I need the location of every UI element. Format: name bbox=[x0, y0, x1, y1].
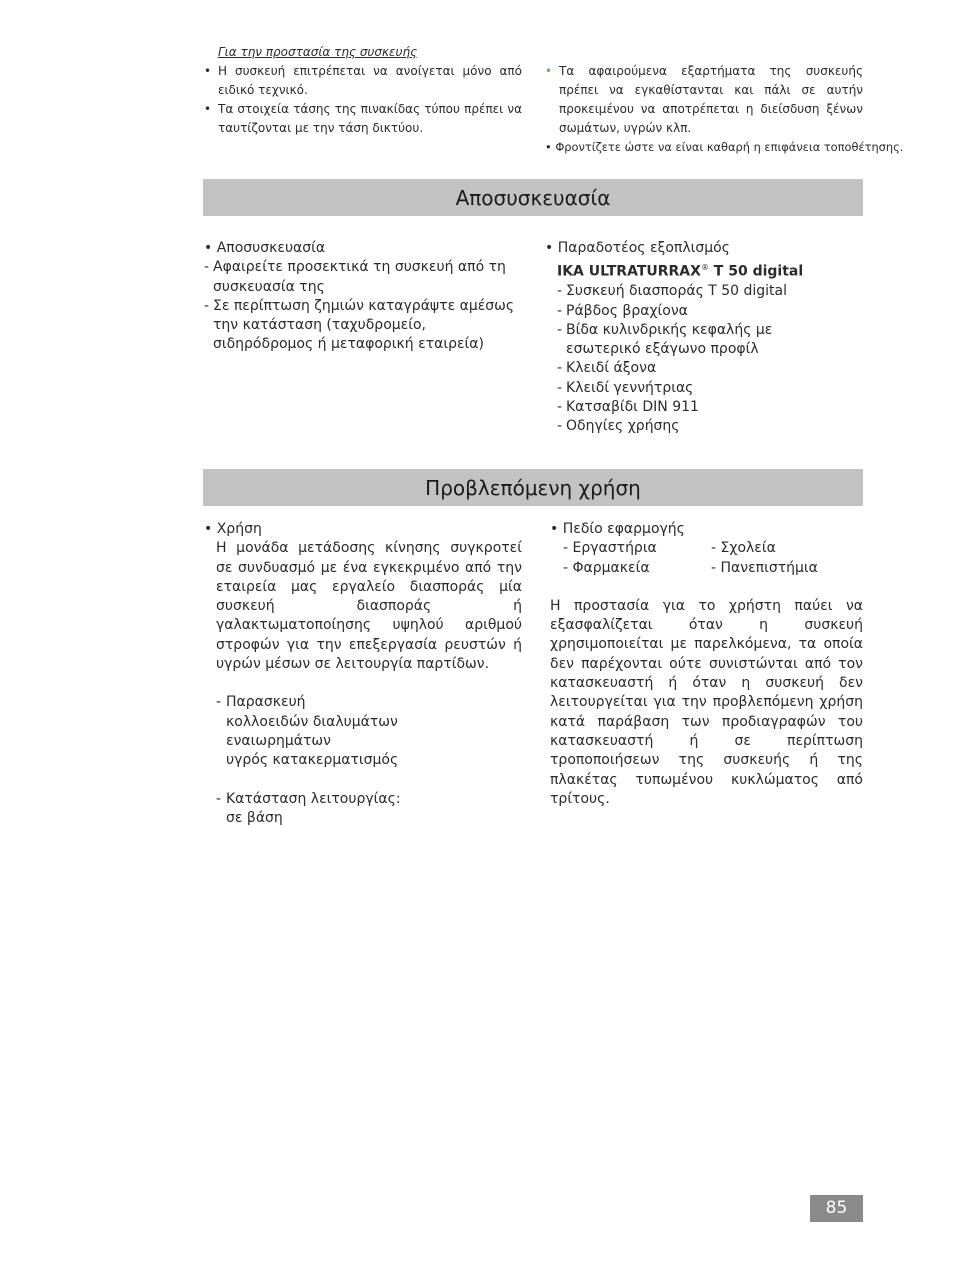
protection-item-text: Τα αφαιρούμενα εξαρτήματα της συσκευής πρέπει να εγκαθίστανται και πάλι σε αυτήν προκειμένου να αποτρέπεται η διείσδυση ξένων σωμάτων, υγρών κλπ. bbox=[559, 64, 863, 135]
unpacking-item-text: Αφαιρείτε προσεκτικά τη συσκευή από τη συσκευασία της bbox=[213, 259, 506, 295]
dash: - bbox=[557, 321, 563, 338]
field-item: - Φαρμακεία bbox=[563, 559, 650, 576]
user-protection-text: Η προστασία για το χρήστη παύει να εξασφαλίζεται όταν η συσκευή χρησιμοποιείται με παρελκόμενα, τα οποία δεν παρέχονται ούτε συνιστώνται από τον κατασκευαστή ή όταν η συσκευή δεν λειτουργείται για την προβλεπόμενη χρήση κατά παράβαση των προδιαγραφών του κατασκευαστή ή σε περίπτωση τροποποιήσεων της συσκευής ή της πλακέτας τυπωμένου κυκλώματος από τρίτους. bbox=[550, 597, 863, 807]
delivery-item: - Οδηγίες χρήσης bbox=[545, 417, 863, 436]
product-name: IKA ULTRATURRAX® T 50 digital bbox=[557, 263, 804, 280]
unpacking-left-item bbox=[204, 297, 522, 355]
delivery-item: - Κλειδί γεννήτριας bbox=[545, 379, 863, 398]
delivery-item: - Κλειδί άξονα bbox=[545, 359, 863, 378]
bullet: • bbox=[204, 102, 212, 116]
unpacking-item-text: Σε περίπτωση ζημιών καταγράψτε αμέσως την κατάσταση (ταχυδρομείο, σιδηρόδρομος ή μεταφορική εταιρεία) bbox=[213, 297, 515, 353]
dash: - bbox=[557, 399, 563, 416]
field-heading: • Πεδίο εφαρμογής bbox=[550, 521, 685, 537]
mode-label: Κατάσταση λειτουργίας: bbox=[226, 790, 401, 807]
delivery-item: - Συσκευή διασποράς T 50 digital bbox=[545, 282, 863, 301]
delivery-item: - Βίδα κυλινδρικής κεφαλής με εσωτερικό εξάγωνο προφίλ bbox=[557, 321, 773, 358]
use-heading: • Χρήση bbox=[204, 521, 262, 537]
section-title-text: Προβλεπόμενη χρήση bbox=[425, 475, 641, 500]
page-number-underline bbox=[810, 1221, 863, 1222]
unpacking-left-item bbox=[204, 258, 522, 297]
protection-left-item bbox=[204, 62, 522, 100]
protection-heading: Για την προστασία της συσκευής bbox=[218, 45, 418, 59]
protection-right-item bbox=[545, 62, 863, 138]
mode-value: σε βάση bbox=[226, 809, 283, 826]
dash: - bbox=[557, 302, 563, 319]
bullet: • bbox=[204, 521, 217, 537]
prep-item: κολλοειδών διαλυμάτων bbox=[226, 713, 398, 730]
protection-left-item bbox=[204, 100, 522, 138]
delivery-item: - Ράβδος βραχίονα bbox=[545, 302, 863, 321]
unpacking-left-heading: • Αποσυσκευασία bbox=[204, 240, 326, 256]
bullet: • bbox=[550, 521, 563, 537]
unpacking-right-column bbox=[545, 239, 863, 437]
protection-item-text: Η συσκευή επιτρέπεται να ανοίγεται μόνο από ειδικό τεχνικό. bbox=[218, 64, 522, 97]
field-item: - Πανεπιστήμια bbox=[711, 559, 818, 576]
page-number: 85 bbox=[810, 1195, 863, 1221]
dash: - bbox=[557, 418, 563, 435]
field-grid bbox=[550, 539, 863, 578]
bullet: • bbox=[204, 64, 212, 78]
dash: - bbox=[204, 297, 210, 314]
field-item: - Σχολεία bbox=[711, 540, 776, 557]
protection-right-item bbox=[545, 138, 904, 157]
bullet: • bbox=[545, 64, 553, 78]
section-title-text: Αποσυσκευασία bbox=[455, 185, 611, 210]
use-right-column bbox=[550, 520, 863, 809]
prep-item: εναιωρημάτων bbox=[226, 732, 331, 749]
delivery-item: - Κατσαβίδι DIN 911 bbox=[545, 398, 863, 417]
dash: - bbox=[216, 790, 222, 807]
preparation-block bbox=[204, 693, 522, 770]
bullet: • bbox=[545, 140, 556, 154]
protection-item-text: Φροντίζετε ώστε να είναι καθαρή η επιφάνεια τοποθέτησης. bbox=[555, 140, 904, 154]
dash: - bbox=[216, 694, 222, 711]
dash: - bbox=[557, 379, 563, 396]
delivery-heading: • Παραδοτέος εξοπλισμός bbox=[545, 240, 730, 256]
dash: - bbox=[557, 283, 563, 300]
protection-left-column bbox=[204, 62, 522, 138]
prep-label: Παρασκευή bbox=[226, 694, 306, 711]
mode-block bbox=[204, 790, 522, 829]
field-item: - Εργαστήρια bbox=[563, 540, 657, 557]
protection-item-text: Τα στοιχεία τάσης της πινακίδας τύπου πρέπει να ταυτίζονται με την τάση δικτύου. bbox=[218, 102, 522, 135]
section-title-intended-use bbox=[203, 469, 863, 506]
bullet: • bbox=[545, 240, 558, 256]
use-left-column bbox=[204, 520, 522, 828]
protection-right-column bbox=[545, 62, 904, 157]
use-text: Η μονάδα μετάδοσης κίνησης συγκροτεί σε συνδυασμό με ένα εγκεκριμένο από την εταιρεία μας εργαλείο διασποράς μία συσκευή διασποράς ή γαλακτωματοποίησης υψηλού αριθμού στροφών για την επεξεργασία ρευστών ή υγρών μέσων σε λειτουργία παρτίδων. bbox=[216, 540, 522, 673]
prep-item: υγρός κατακερματισμός bbox=[226, 752, 399, 769]
section-title-unpacking bbox=[203, 179, 863, 216]
dash: - bbox=[557, 360, 563, 377]
dash: - bbox=[204, 259, 210, 276]
unpacking-left-column bbox=[204, 239, 522, 355]
bullet: • bbox=[204, 240, 217, 256]
